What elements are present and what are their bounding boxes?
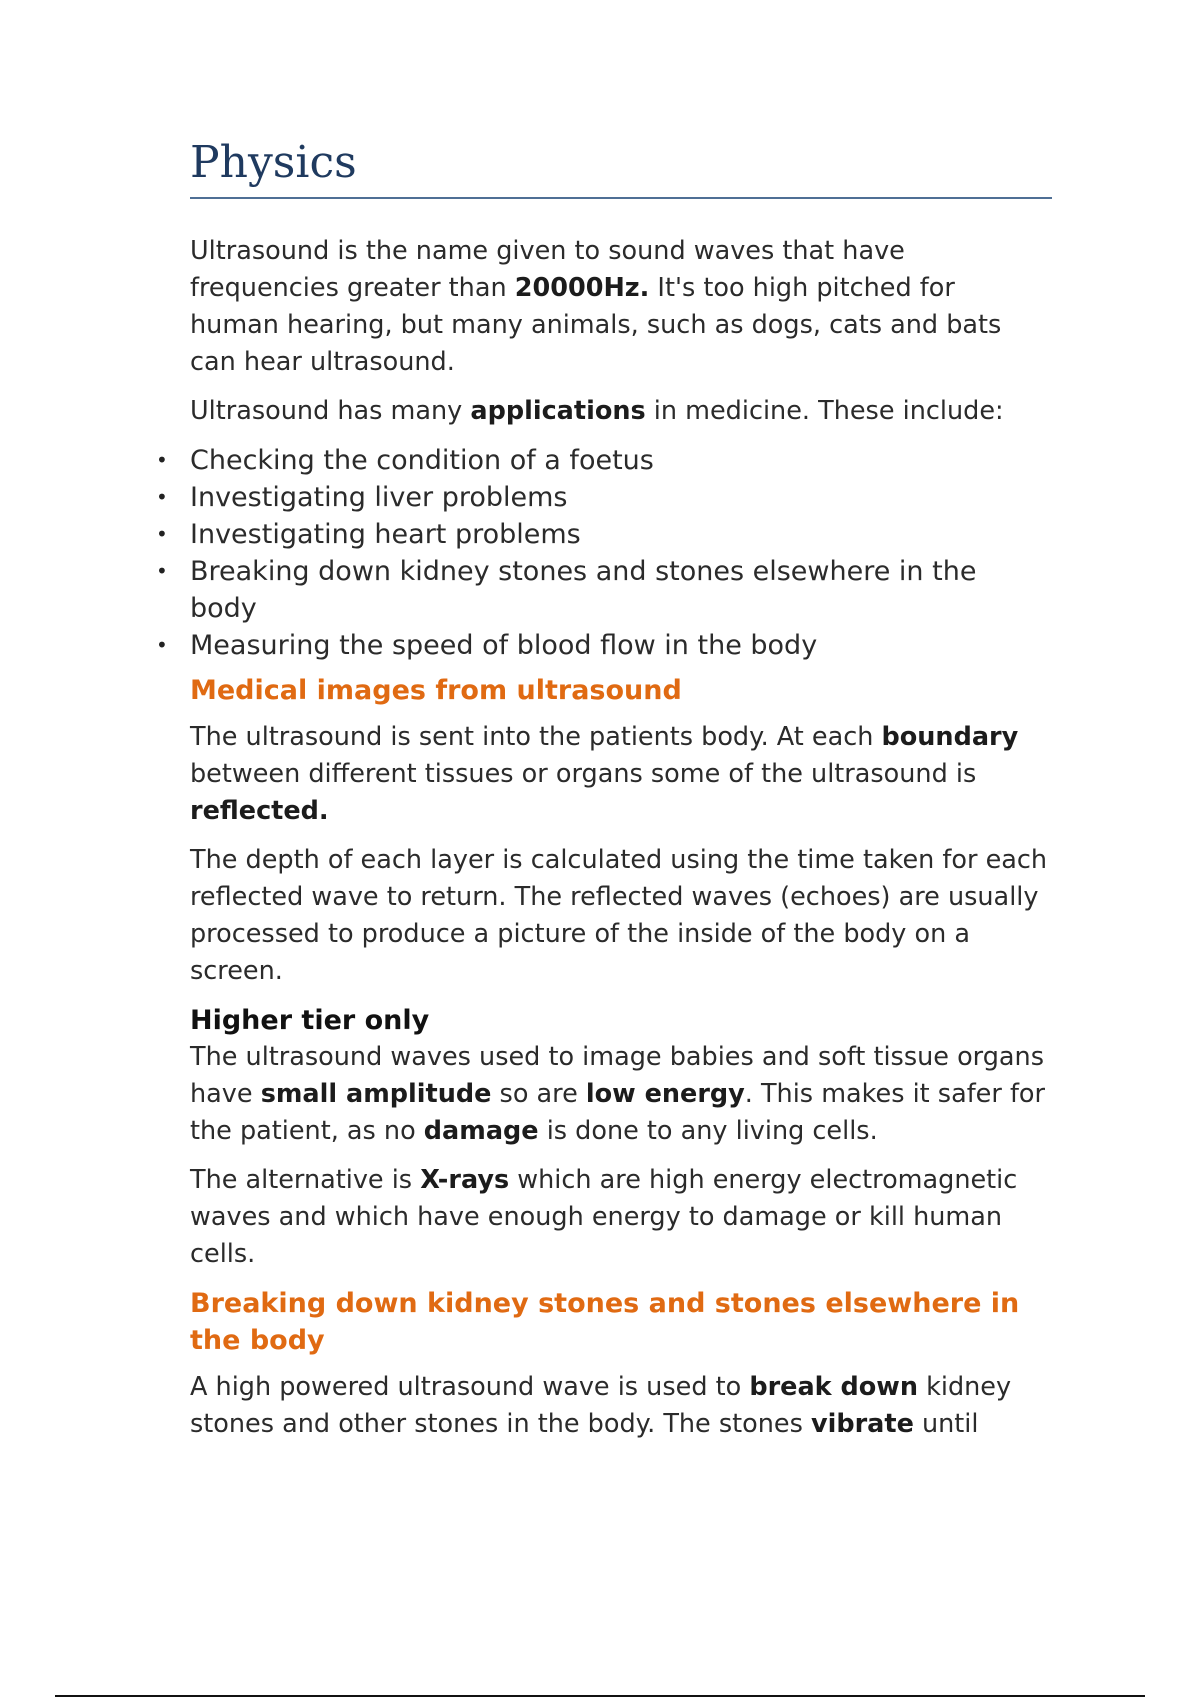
bold-term: vibrate bbox=[810, 1408, 914, 1439]
page-title: Physics bbox=[190, 137, 357, 188]
applications-list bbox=[156, 442, 1050, 664]
bullet-icon: • bbox=[156, 521, 168, 546]
list-item bbox=[156, 627, 1050, 664]
bullet-icon: • bbox=[156, 558, 168, 583]
bold-term: boundary bbox=[881, 721, 1019, 752]
bullet-icon: • bbox=[156, 632, 168, 657]
text-run: . This makes it safer for the patient, as no bbox=[190, 1078, 1046, 1146]
text-run: The alternative is bbox=[190, 1164, 421, 1195]
text-run: in medicine. These include: bbox=[645, 395, 1004, 426]
page-bottom-rule bbox=[55, 1695, 1145, 1697]
bold-term: small amplitude bbox=[260, 1078, 492, 1109]
text-run: between different tissues or organs some of the ultrasound is bbox=[190, 758, 977, 789]
higher-tier-heading: Higher tier only bbox=[190, 1004, 430, 1036]
bold-term: reflected. bbox=[190, 795, 329, 826]
text-run: Ultrasound has many bbox=[190, 395, 471, 426]
text-run: which are high energy electromagnetic waves and which have enough energy to damage or kill human cells. bbox=[190, 1164, 1018, 1269]
intro-paragraph-2 bbox=[190, 393, 1050, 430]
intro-paragraph-1 bbox=[190, 233, 1050, 381]
bold-term: low energy bbox=[585, 1078, 745, 1109]
list-item-text: Investigating liver problems bbox=[190, 481, 568, 513]
list-item bbox=[156, 442, 1050, 479]
bold-term: X-rays bbox=[420, 1164, 510, 1195]
text-run: The ultrasound waves used to image babies and soft tissue organs have bbox=[190, 1041, 1044, 1109]
title-underline bbox=[190, 197, 1052, 199]
section-heading-kidney-stones: Breaking down kidney stones and stones elsewhere in the body bbox=[190, 1287, 1020, 1356]
list-item-text: Checking the condition of a foetus bbox=[190, 444, 654, 476]
list-item bbox=[156, 479, 1050, 516]
bold-term: break down bbox=[749, 1371, 918, 1402]
text-run: until bbox=[913, 1408, 979, 1439]
document-content bbox=[156, 137, 1050, 1455]
text-run: A high powered ultrasound wave is used to bbox=[190, 1371, 750, 1402]
section-heading-medical-images: Medical images from ultrasound bbox=[190, 674, 682, 706]
list-item bbox=[156, 553, 1050, 627]
bold-term: 20000Hz. bbox=[514, 272, 650, 303]
medical-paragraph-1 bbox=[190, 719, 1050, 830]
text-run: Ultrasound is the name given to sound waves that have frequencies greater than bbox=[190, 235, 905, 303]
higher-paragraph-1 bbox=[190, 1039, 1050, 1150]
stones-paragraph-1 bbox=[190, 1369, 1050, 1443]
list-item-text: Breaking down kidney stones and stones elsewhere in the body bbox=[190, 555, 977, 624]
medical-paragraph-2: The depth of each layer is calculated using the time taken for each reflected wave to return. The reflected waves (echoes) are usually processed to produce a picture of the inside of the body on a screen. bbox=[190, 844, 1048, 986]
bold-term: damage bbox=[423, 1115, 539, 1146]
text-run: It's too high pitched for human hearing, but many animals, such as dogs, cats and bats can hear ultrasound. bbox=[190, 272, 1002, 377]
list-item-text: Investigating heart problems bbox=[190, 518, 581, 550]
higher-paragraph-2 bbox=[190, 1162, 1050, 1273]
list-item bbox=[156, 516, 1050, 553]
bold-term: applications bbox=[470, 395, 646, 426]
text-run: kidney stones and other stones in the body. The stones bbox=[190, 1371, 1012, 1439]
bullet-icon: • bbox=[156, 484, 168, 509]
list-item-text: Measuring the speed of blood flow in the body bbox=[190, 629, 818, 661]
bullet-icon: • bbox=[156, 447, 168, 472]
text-run: so are bbox=[491, 1078, 586, 1109]
text-run: The ultrasound is sent into the patients body. At each bbox=[190, 721, 882, 752]
text-run: is done to any living cells. bbox=[538, 1115, 878, 1146]
